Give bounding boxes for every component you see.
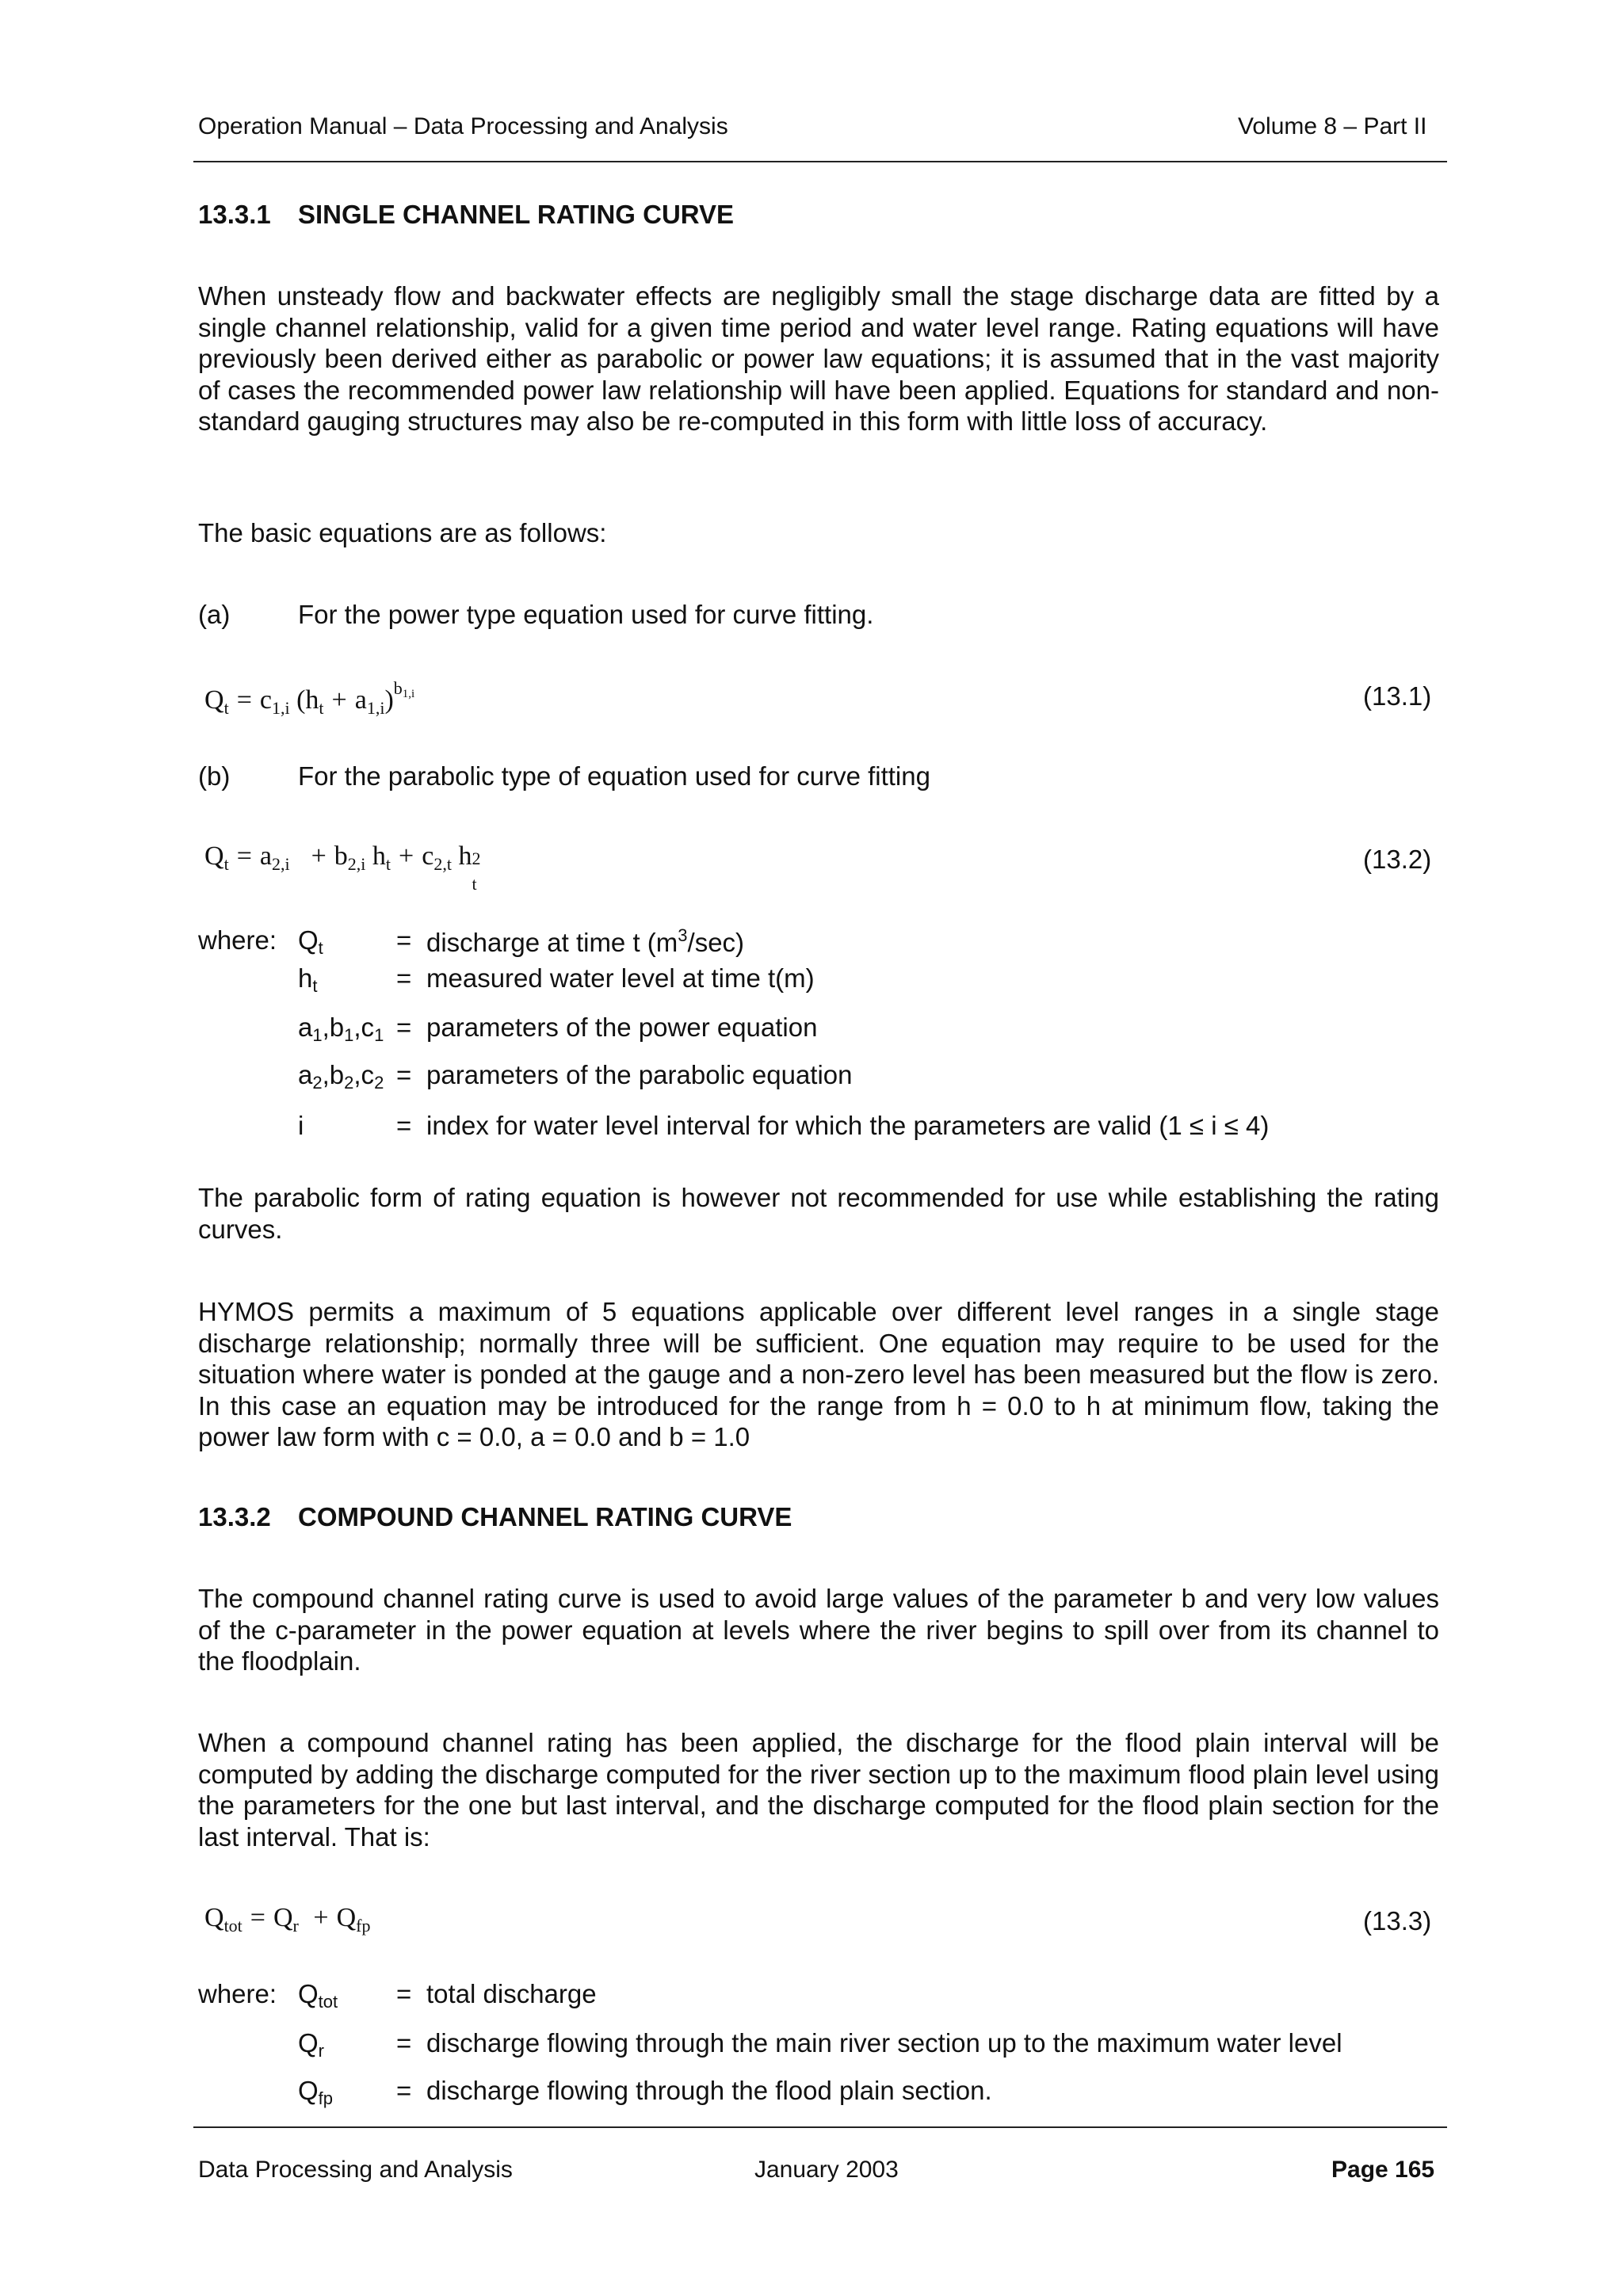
- symbol-i: i: [298, 1111, 304, 1140]
- header-volume: Volume 8 – Part II: [1238, 113, 1427, 139]
- definition-equals: =: [396, 963, 412, 993]
- definition-equals: =: [396, 1111, 412, 1140]
- section-heading-13-3-2: [198, 1502, 792, 1532]
- equation-number-13-3: (13.3): [1363, 1906, 1432, 1936]
- definition-equals: =: [396, 925, 412, 955]
- definition-equals: =: [396, 2076, 412, 2105]
- symbol-a2-b2-c2: $a_2,b_2,c_2$: [298, 1060, 384, 1093]
- footer-title: Data Processing and Analysis: [198, 2157, 513, 2183]
- section-heading-13-3-1: [198, 200, 734, 230]
- section-number: 13.3.2: [198, 1502, 271, 1531]
- where-label: where:: [198, 1979, 277, 2008]
- paragraph-hymos: HYMOS permits a maximum of 5 equations applicable over different level ranges in a single stage discharge relationship; normally three will be sufficient. One equation may require to be used for the situation where water is ponded at the gauge and a non-zero level has been measured but the flow is zero. In this case an equation may be introduced for the range from h = 0.0 to h at minimum flow, taking the power law form with c = 0.0, a = 0.0 and b = 1.0: [198, 1297, 1439, 1452]
- definition-equals: =: [396, 1060, 412, 1089]
- definition-equals: =: [396, 2028, 412, 2058]
- section-number: 13.3.1: [198, 200, 271, 229]
- symbol-q-fp: $Q_{fp}$: [298, 2076, 334, 2108]
- symbol-q-r: $Q_r$: [298, 2028, 324, 2061]
- definition-i: index for water level interval for which the parameters are valid (1 ≤ i ≤ 4): [426, 1111, 1270, 1140]
- symbol-h-t: $h_t$: [298, 963, 318, 996]
- definition-q-t: discharge at time t $(m^3/\sec)$: [426, 925, 745, 957]
- definition-parabolic-parameters: parameters of the parabolic equation: [426, 1060, 853, 1089]
- header-title: Operation Manual – Data Processing and Analysis: [198, 113, 728, 139]
- equation-13-2: $Q_t = a_{2,i} + b_{2,i}$ $h_t + c_{2,t}$ h 2 t: [204, 841, 481, 894]
- header-rule: [193, 161, 1447, 162]
- paragraph-compound-method: When a compound channel rating has been applied, the discharge for the flood plain interval will be computed by adding the discharge computed for the river section up to the maximum flood plain level using the parameters for the one but last interval, and the discharge computed for the flood plain section for the last interval. That is:: [198, 1728, 1439, 1852]
- equation-13-1: $Q_t = c_{1,i}$ $(h_t + a_{1,i})^{b_{1,i}}$: [204, 678, 415, 718]
- symbol-q-t: $Q_t$: [298, 925, 323, 958]
- item-a-label: (a): [198, 600, 231, 629]
- definition-h-t: measured water level at time t(m): [426, 963, 815, 993]
- paragraph-basic-equations: The basic equations are as follows:: [198, 518, 607, 547]
- item-b-text: For the parabolic type of equation used for curve fitting: [298, 761, 930, 791]
- item-a-text: For the power type equation used for curve fitting.: [298, 600, 874, 629]
- definition-q-tot: total discharge: [426, 1979, 597, 2008]
- symbol-a1-b1-c1: $a_1,b_1,c_1$: [298, 1013, 384, 1045]
- section-title: COMPOUND CHANNEL RATING CURVE: [298, 1502, 792, 1531]
- definition-power-parameters: parameters of the power equation: [426, 1013, 818, 1042]
- equation-13-3: $Q_{tot} = Q_r + Q_{fp}$: [204, 1903, 371, 1936]
- symbol-q-tot: $Q_{tot}$: [298, 1979, 338, 2012]
- equation-number-13-1: (13.1): [1363, 681, 1432, 711]
- definition-equals: =: [396, 1013, 412, 1042]
- equation-number-13-2: (13.2): [1363, 845, 1432, 874]
- where-label: where:: [198, 925, 277, 955]
- footer-date: January 2003: [754, 2157, 899, 2183]
- footer-page-number: Page 165: [1331, 2157, 1435, 2183]
- footer-rule: [193, 2126, 1447, 2128]
- definition-q-fp: discharge flowing through the flood plain section.: [426, 2076, 992, 2105]
- paragraph-parabolic-note: The parabolic form of rating equation is however not recommended for use while establishing the rating curves.: [198, 1183, 1439, 1244]
- definition-equals: =: [396, 1979, 412, 2008]
- paragraph-compound-intro: The compound channel rating curve is used to avoid large values of the parameter b and very low values of the c-parameter in the power equation at levels where the river begins to spill over from its channel to the floodplain.: [198, 1584, 1439, 1676]
- item-b-label: (b): [198, 761, 231, 791]
- section-title: SINGLE CHANNEL RATING CURVE: [298, 200, 735, 229]
- definition-q-r: discharge flowing through the main river section up to the maximum water level: [426, 2028, 1342, 2058]
- paragraph-intro: When unsteady flow and backwater effects are negligibly small the stage discharge data are fitted by a single channel relationship, valid for a given time period and water level range. Rating equations will have previously been derived either as parabolic or power law equations; it is assumed that in the vast majority of cases the recommended power law relationship will have been applied. Equations for standard and non-standard gauging structures may also be re-computed in this form with little loss of accuracy.: [198, 281, 1439, 437]
